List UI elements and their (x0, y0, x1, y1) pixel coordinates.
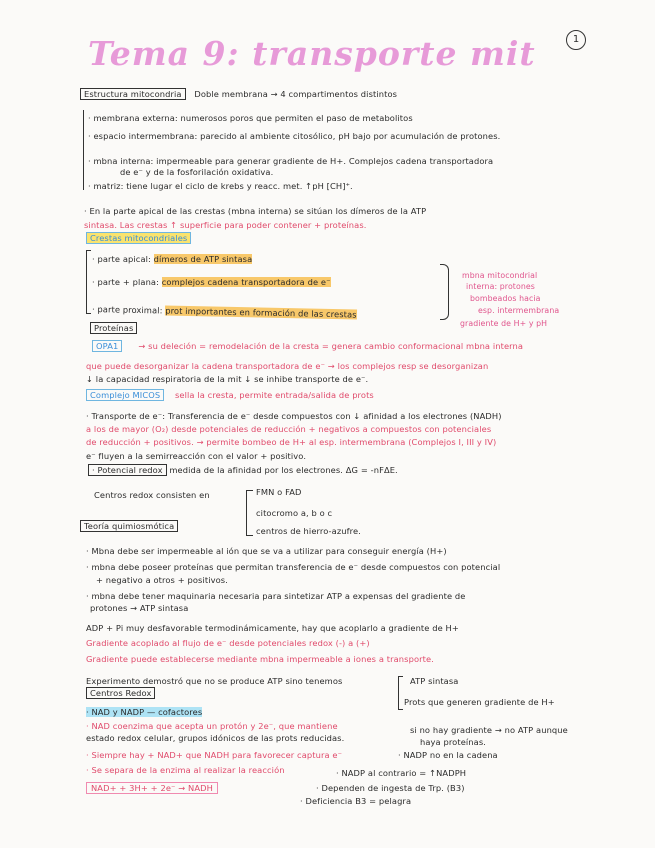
line: Gradiente puede establecerse mediante mbna impermeable a iones a transporte. (86, 654, 434, 664)
line: Gradiente acoplado al flujo de e⁻ desde potenciales redox (-) a (+) (86, 638, 370, 648)
page-number: 1 (566, 30, 586, 50)
line: que puede desorganizar la cadena transportadora de e⁻ → los complejos resp se desorganizan (86, 361, 489, 371)
line (92, 341, 523, 352)
line (80, 89, 397, 100)
line (86, 424, 491, 435)
line: · mbna interna: impermeable para generar gradiente de H+. Complejos cadena transportadora (88, 156, 494, 166)
line: de e⁻ y de la fosforilación oxidativa. (120, 167, 274, 177)
brace (398, 676, 403, 710)
line: Experimento demostró que no se produce ATP sino tenemos (86, 676, 343, 686)
brace (83, 110, 86, 190)
line: protones → ATP sintasa (90, 603, 189, 613)
line (86, 233, 191, 244)
line: Centros redox consisten en (94, 490, 210, 500)
line (86, 437, 496, 448)
text: a los de mayor (O₂) desde potenciales de reducción + negativos a compuestos con potenciales (86, 424, 492, 434)
line: si no hay gradiente → no ATP aunque (410, 725, 568, 735)
brace (246, 490, 253, 536)
line: · mbna debe poseer proteínas que permitan transferencia de e⁻ desde compuestos con potencial (86, 562, 501, 572)
highlight: · NAD y NADP — cofactores (86, 707, 203, 717)
term-potencial-redox: · Potencial redox (88, 464, 167, 476)
line: haya proteínas. (420, 737, 487, 747)
line: ADP + Pi muy desfavorable termodinámicamente, hay que acoplarlo a gradiente de H+ (86, 623, 459, 633)
line: · NADP al contrario = ↑NADPH (336, 768, 467, 778)
line: · Siempre hay + NAD+ que NADH para favorecer captura e⁻ (86, 750, 343, 760)
side-note: gradiente de H+ y pH (460, 319, 548, 328)
section-heading-structure: Estructura mitocondria (80, 88, 186, 100)
line (90, 323, 137, 334)
line: centros de hierro-azufre. (256, 526, 361, 536)
line (80, 521, 178, 532)
highlight: dímeros de ATP sintasa (153, 254, 253, 264)
line (92, 304, 357, 321)
line: · En la parte apical de las crestas (mbna interna) se sitúan los dímeros de la ATP (84, 206, 427, 216)
label: · parte + plana: (92, 277, 162, 287)
section-heading-proteins: Proteínas (90, 322, 137, 334)
line: · espacio intermembrana: parecido al ambiente citosólico, pH bajo por acumulación de protones. (88, 131, 501, 141)
line: citocromo a, b o c (256, 508, 333, 518)
label: · parte apical: (92, 254, 154, 264)
section-heading-redox-centers: Centros Redox (86, 687, 155, 699)
highlight: prot importantes en formación de las crestas (165, 305, 357, 320)
side-note: interna: protones (466, 282, 535, 291)
line (86, 390, 374, 401)
line: · Dependen de ingesta de Trp. (B3) (316, 783, 465, 793)
line: · Deficiencia B3 = pelagra (300, 796, 412, 806)
line: Prots que generen gradiente de H+ (404, 697, 555, 707)
line: · Mbna debe ser impermeable al ión que se va a utilizar para conseguir energía (H+) (86, 546, 447, 556)
line: ATP sintasa (410, 676, 459, 686)
side-note: mbna mitocondrial (462, 271, 538, 280)
line: estado redox celular, grupos idónicos de las prots reducidas. (86, 733, 345, 743)
text: sella la cresta, permite entrada/salida de prots (172, 390, 374, 400)
protein-opa1: OPA1 (92, 340, 122, 352)
line: e⁻ fluyen a la semirreacción con el valor + positivo. (86, 451, 307, 461)
line (86, 721, 338, 732)
label: · parte proximal: (91, 304, 166, 316)
line (92, 277, 331, 288)
line: ↓ la capacidad respiratoria de la mit ↓ se inhibe transporte de e⁻. (86, 374, 369, 384)
text: Doble membrana → 4 compartimentos distintos (194, 89, 398, 99)
side-note: bombeados hacia (470, 294, 541, 303)
text: de reducción + positivos. → permite bombeo de H+ al esp. intermembrana (Complejos I, III y IV) (86, 437, 497, 447)
page-title: Tema 9: transporte mit (88, 34, 536, 73)
line (86, 688, 155, 699)
line: · matriz: tiene lugar el ciclo de krebs y reacc. met. ↑pH [CH]⁺. (88, 181, 353, 191)
section-heading-chemiosmotic: Teoría quimiosmótica (80, 520, 178, 532)
line: · NADP no en la cadena (398, 750, 498, 760)
protein-micos: Complejo MICOS (86, 389, 164, 401)
side-note: esp. intermembrana (478, 306, 560, 315)
line (92, 254, 252, 265)
line: · mbna debe tener maquinaria necesaria para sintetizar ATP a expensas del gradiente de (86, 591, 466, 601)
line: · Transporte de e⁻: Transferencia de e⁻ desde compuestos con ↓ afinidad a los electrones (NADH) (86, 411, 502, 421)
line: FMN o FAD (256, 487, 302, 497)
text: → su deleción = remodelación de la cresta = genera cambio conformacional mbna interna (138, 341, 524, 351)
reaction-box: NAD+ + 3H+ + 2e⁻ → NADH (86, 782, 218, 794)
text: medida de la afinidad por los electrones. ΔG = -nFΔE. (166, 465, 398, 475)
text: · NAD coenzima que acepta un protón y 2e⁻, que mantiene (86, 721, 338, 731)
line (86, 707, 202, 718)
line: + negativo a otros + positivos. (96, 575, 228, 585)
line: · membrana externa: numerosos poros que permiten el paso de metabolitos (88, 113, 413, 123)
brace (86, 250, 91, 314)
highlight: complejos cadena transportadora de e⁻ (161, 277, 331, 287)
line: · Se separa de la enzima al realizar la reacción (86, 765, 285, 775)
brace (440, 264, 449, 320)
line (86, 783, 218, 794)
line: sintasa. Las crestas ↑ superficie para poder contener + proteínas. (84, 220, 367, 230)
section-heading-crestas: Crestas mitocondriales (86, 232, 191, 244)
line (88, 465, 398, 476)
